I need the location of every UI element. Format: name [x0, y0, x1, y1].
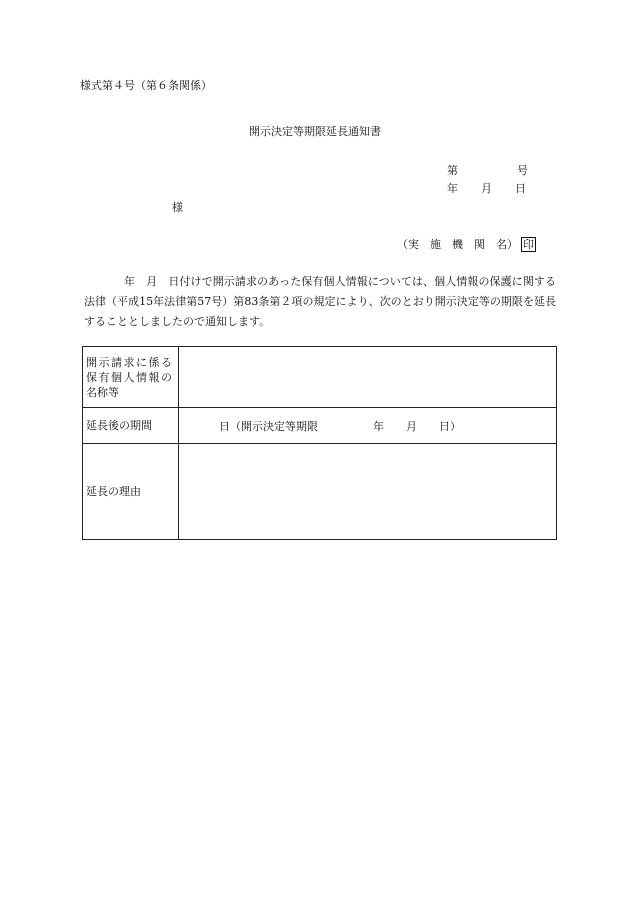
extension-details-table [82, 346, 557, 540]
issuer-name-label: （実 施 機 関 名） [397, 238, 518, 251]
addressee-honorific: 様 [172, 201, 183, 214]
requested-info-value [179, 347, 557, 408]
date-day: 日 [515, 182, 526, 195]
extension-reason-value [179, 444, 557, 540]
reference-number [447, 165, 528, 176]
table-row [83, 444, 557, 540]
requested-info-label: 開示請求に係る 保有個人情報の 名称等 [83, 347, 179, 408]
extension-reason-label: 延長の理由 [83, 444, 179, 540]
issuer [397, 237, 536, 252]
reference-number-suffix: 号 [517, 164, 528, 177]
form-number: 様式第４号（第６条関係） [80, 79, 212, 92]
issue-date [447, 183, 526, 194]
table-row [83, 408, 557, 444]
document-title: 開示決定等期限延長通知書 [249, 125, 381, 138]
table-row [83, 347, 557, 408]
reference-number-prefix: 第 [447, 164, 458, 177]
seal-mark: 印 [523, 238, 534, 251]
date-month: 月 [481, 182, 492, 195]
extended-period-value: 日（開示決定等期限 年 月 日） [179, 408, 557, 444]
extended-period-label: 延長後の期間 [83, 408, 179, 444]
date-year: 年 [447, 182, 458, 195]
notice-paragraph: 年 月 日付けで開示請求のあった保有個人情報については、個人情報の保護に関する法律（平成15年法律第57号）第83条第２項の規定により、次のとおり開示決定等の期限を延長することとしましたので通知します。 [84, 275, 556, 328]
